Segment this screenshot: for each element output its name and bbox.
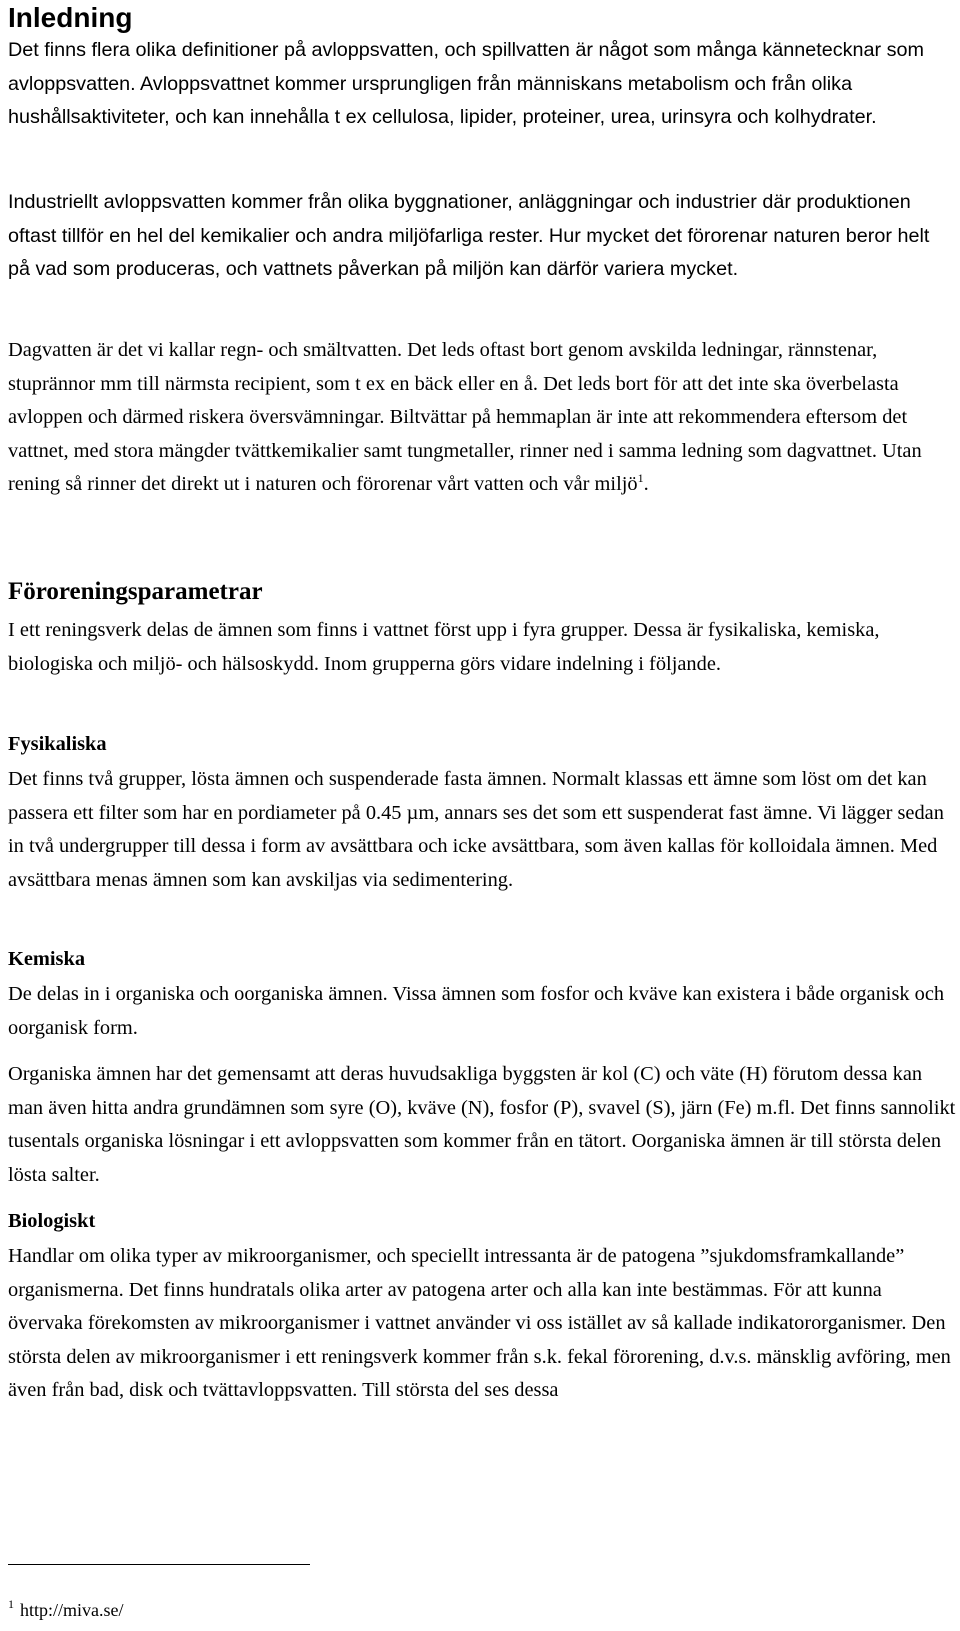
footnote-separator <box>8 1564 310 1565</box>
footnote-link[interactable]: http://miva.se/ <box>20 1600 124 1620</box>
intro-paragraph-1: Det finns flera olika definitioner på avloppsvatten, och spillvatten är något som många kännetecknar som avloppsvatten. Avloppsvattnet kommer ursprungligen från människans metabolism och från olika hushållsaktiviteter, och kan innehålla t ex cellulosa, lipider, proteiner, urea, urinsyra och kolhydrater. <box>8 39 924 129</box>
footnote-number: 1 <box>8 1597 14 1611</box>
kemiska-paragraph-1: De delas in i organiska och oorganiska ämnen. Vissa ämnen som fosfor och kväve kan existera i både organisk och oorganisk form. <box>8 983 945 1039</box>
section-heading-fororeningsparametrar: Föroreningsparametrar <box>8 578 263 605</box>
fysikaliska-paragraph: Det finns två grupper, lösta ämnen och suspenderade fasta ämnen. Normalt klassas ett ämne som löst om det kan passera ett filter som har en pordiameter på 0.45 µm, annars ses det som ett suspenderat fast ämne. Vi lägger sedan in två undergrupper till dessa i form av avsättbara och icke avsättbara, som även kallas för kolloidala ämnen. Med avsättbara menas ämnen som kan avskiljas via sedimentering. <box>8 768 944 891</box>
section-heading-inledning: Inledning <box>8 2 133 33</box>
intro-paragraph-3-text: Dagvatten är det vi kallar regn- och smältvatten. Det leds oftast bort genom avskilda ledningar, rännstenar, stuprännor mm till närmsta recipient, som t ex en bäck eller en å. Det leds bort för att det inte ska överbelasta avloppen och därmed riskera översvämningar. Biltvättar på hemmaplan är inte att rekommendera eftersom det vattnet, med stora mängder tvättkemikalier samt tungmetaller, rinner ned i samma ledning som dagvattnet. Utan rening så rinner det direkt ut i naturen och förorenar vårt vatten och vår miljö <box>8 339 922 496</box>
footnote-reference: 1 <box>637 471 644 486</box>
biologiskt-paragraph: Handlar om olika typer av mikroorganismer, och speciellt intressanta är de patogena ”sjukdomsframkallande” organismerna. Det finns hundratals olika arter av patogena arter och alla kan inte bestämmas. För att kunna övervaka förekomsten av mikroorganismer i vattnet använder vi oss istället av så kallade indikatororganismer. Den största delen av mikroorganismer i ett reningsverk kommer från s.k. fekal förorening, d.v.s. mänsklig avföring, men även från bad, disk och tvättavloppsvatten. Till största del ses dessa <box>8 1245 951 1402</box>
subheading-kemiska: Kemiska <box>8 948 86 970</box>
subheading-fysikaliska: Fysikaliska <box>8 733 107 755</box>
kemiska-paragraph-2: Organiska ämnen har det gemensamt att deras huvudsakliga byggsten är kol (C) och väte (H) förutom dessa kan man även hitta andra grundämnen som syre (O), kväve (N), fosfor (P), svavel (S), järn (Fe) m.fl. Det finns sannolikt tusentals organiska lösningar i ett avloppsvatten som kommer från en tätort. Oorganiska ämnen är till största delen lösta salter. <box>8 1063 956 1186</box>
intro-paragraph-3-end: . <box>643 473 649 496</box>
footnote <box>8 1597 124 1621</box>
params-paragraph: I ett reningsverk delas de ämnen som finns i vattnet först upp i fyra grupper. Dessa är fysikaliska, kemiska, biologiska och miljö- och hälsoskydd. Inom grupperna görs vidare indelning i följande. <box>8 619 880 675</box>
subheading-biologiskt: Biologiskt <box>8 1210 96 1232</box>
intro-paragraph-3 <box>8 334 956 502</box>
intro-paragraph-2: Industriellt avloppsvatten kommer från olika byggnationer, anläggningar och industrier där produktionen oftast tillför en hel del kemikalier och andra miljöfarliga rester. Hur mycket det förorenar naturen beror helt på vad som produceras, och vattnets påverkan på miljön kan därför variera mycket. <box>8 191 930 281</box>
